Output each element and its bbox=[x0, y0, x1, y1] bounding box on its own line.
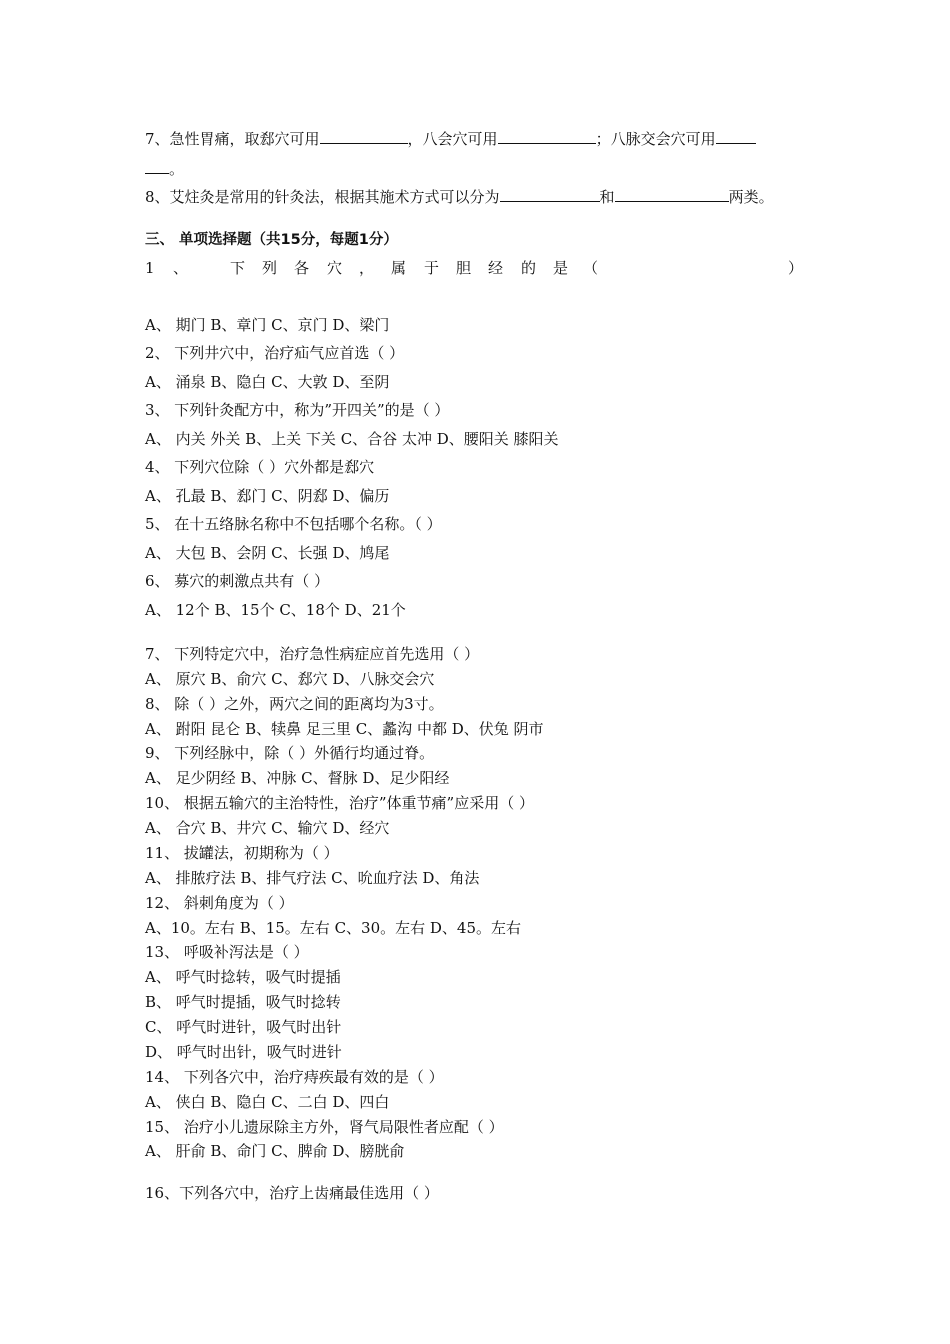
question-12: 12、 斜刺角度为（ ） bbox=[145, 894, 294, 912]
q1-char: 、 bbox=[173, 259, 189, 277]
question-2: 2、 下列井穴中，治疗疝气应首选（ ） bbox=[145, 344, 405, 362]
q1-char: 列 bbox=[262, 259, 278, 277]
question-9: 9、 下列经脉中，除（ ）外循行均通过脊。 bbox=[145, 744, 435, 762]
question-4: 4、 下列穴位除（ ）穴外都是郄穴 bbox=[145, 458, 375, 476]
q8-text-b: 和 bbox=[599, 188, 615, 206]
q8-text-a: 8、艾炷灸是常用的针灸法，根据其施术方式可以分为 bbox=[145, 188, 500, 206]
q1-char: 经 bbox=[488, 259, 504, 277]
q8-blank-1[interactable] bbox=[500, 187, 600, 202]
q1-char: 的 bbox=[521, 259, 537, 277]
q2-options: A、 涌泉 B、隐白 C、大敦 D、至阴 bbox=[145, 373, 390, 391]
question-13: 13、 呼吸补泻法是（ ） bbox=[145, 943, 309, 961]
q8-text-c: 两类。 bbox=[728, 188, 774, 206]
fill-question-7-cont bbox=[145, 159, 184, 179]
q1-char: 是 bbox=[553, 259, 569, 277]
q1-char: 于 bbox=[424, 259, 440, 277]
q15-options: A、 肝俞 B、命门 C、脾俞 D、膀胱俞 bbox=[145, 1142, 405, 1160]
fill-question-8 bbox=[145, 187, 774, 207]
q1-char: ， bbox=[359, 259, 375, 277]
q8-options: A、 跗阳 昆仑 B、犊鼻 足三里 C、蠡沟 中都 D、伏兔 阴市 bbox=[145, 720, 544, 738]
q1-char: ） bbox=[788, 259, 804, 277]
q12-options: A、10。左右 B、15。左右 C、30。左右 D、45。左右 bbox=[145, 919, 522, 937]
q7-options: A、 原穴 B、俞穴 C、郄穴 D、八脉交会穴 bbox=[145, 670, 435, 688]
fill-question-7 bbox=[145, 129, 756, 149]
q7-blank-2[interactable] bbox=[498, 129, 596, 144]
question-5: 5、 在十五络脉名称中不包括哪个名称。（ ） bbox=[145, 515, 442, 533]
q7-text-b: ，八会穴可用 bbox=[407, 130, 498, 148]
q1-char: 穴 bbox=[327, 259, 343, 277]
q1-char: 各 bbox=[294, 259, 310, 277]
q4-options: A、 孔最 B、郄门 C、阴郄 D、偏历 bbox=[145, 487, 390, 505]
q13-option-c: C、 呼气时进针，吸气时出针 bbox=[145, 1018, 342, 1036]
q9-options: A、 足少阴经 B、冲脉 C、督脉 D、足少阳经 bbox=[145, 769, 450, 787]
q7-blank-3a[interactable] bbox=[716, 129, 756, 144]
question-10: 10、 根据五输穴的主治特性，治疗”体重节痛”应采用（ ） bbox=[145, 794, 534, 812]
q1-char: 胆 bbox=[456, 259, 472, 277]
q7-blank-1[interactable] bbox=[320, 129, 408, 144]
question-3: 3、 下列针灸配方中，称为”开四关”的是（ ） bbox=[145, 401, 450, 419]
q13-option-d: D、 呼气时出针，吸气时进针 bbox=[145, 1043, 342, 1061]
q1-char: 1 bbox=[145, 259, 155, 277]
q1-char: 属 bbox=[391, 259, 407, 277]
question-16: 16、下列各穴中，治疗上齿痛最佳选用（ ） bbox=[145, 1184, 439, 1202]
q3-options: A、 内关 外关 B、上关 下关 C、合谷 太冲 D、腰阳关 膝阳关 bbox=[145, 430, 559, 448]
q10-options: A、 合穴 B、井穴 C、输穴 D、经穴 bbox=[145, 819, 390, 837]
q8-blank-2[interactable] bbox=[615, 187, 729, 202]
question-6: 6、 募穴的刺激点共有（ ） bbox=[145, 572, 330, 590]
q11-options: A、 排脓疗法 B、排气疗法 C、吮血疗法 D、角法 bbox=[145, 869, 480, 887]
question-8: 8、 除（ ）之外，两穴之间的距离均为3寸。 bbox=[145, 695, 444, 713]
question-14: 14、 下列各穴中，治疗痔疾最有效的是（ ） bbox=[145, 1068, 444, 1086]
q13-option-a: A、 呼气时捻转，吸气时提插 bbox=[145, 968, 341, 986]
q7-text-a: 7、急性胃痛，取郄穴可用 bbox=[145, 130, 320, 148]
q1-char: （ bbox=[583, 259, 599, 277]
q1-options: A、 期门 B、章门 C、京门 D、梁门 bbox=[145, 316, 390, 334]
q13-option-b: B、 呼气时提插，吸气时捻转 bbox=[145, 993, 341, 1011]
q7-text-c: ；八脉交会穴可用 bbox=[595, 130, 716, 148]
question-11: 11、 拔罐法，初期称为（ ） bbox=[145, 844, 339, 862]
q1-char: 下 bbox=[230, 259, 246, 277]
q14-options: A、 侠白 B、隐白 C、二白 D、四白 bbox=[145, 1093, 390, 1111]
q7-blank-3b[interactable] bbox=[145, 159, 169, 174]
q7-text-d: 。 bbox=[169, 160, 185, 178]
q5-options: A、 大包 B、会阴 C、长强 D、鸠尾 bbox=[145, 544, 390, 562]
q6-options: A、 12个 B、15个 C、18个 D、21个 bbox=[145, 601, 406, 619]
question-7: 7、 下列特定穴中，治疗急性病症应首先选用（ ） bbox=[145, 645, 480, 663]
question-15: 15、 治疗小儿遗尿除主方外，肾气局限性者应配（ ） bbox=[145, 1118, 504, 1136]
section-three-heading: 三、 单项选择题（共15分，每题1分） bbox=[145, 232, 398, 248]
